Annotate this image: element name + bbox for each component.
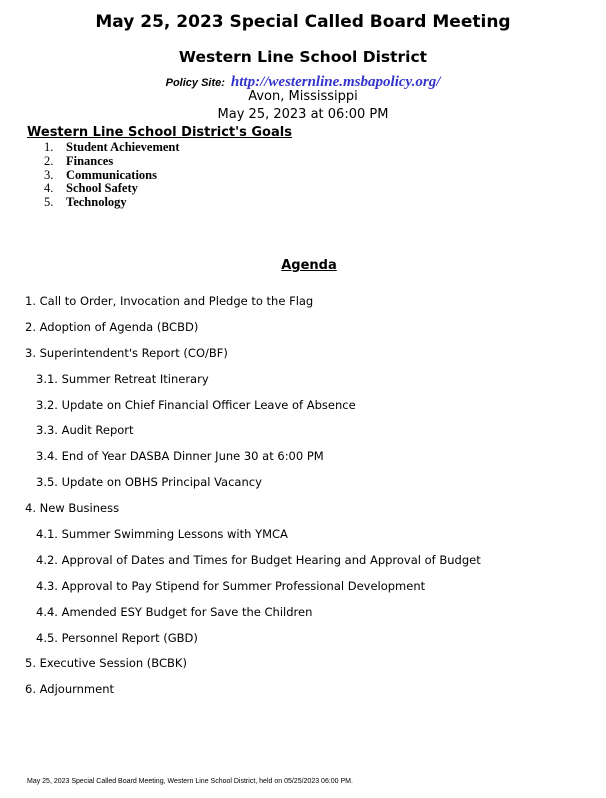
goal-number: 5. <box>44 195 54 210</box>
meeting-datetime: May 25, 2023 at 06:00 PM <box>217 107 389 122</box>
goals-heading: Western Line School District's Goals <box>27 125 292 140</box>
page-title: May 25, 2023 Special Called Board Meeting <box>95 12 511 32</box>
policy-site <box>0 71 606 91</box>
agenda-subitem: 4.4. Amended ESY Budget for Save the Children <box>36 604 313 619</box>
agenda-subitem: 3.1. Summer Retreat Itinerary <box>36 371 209 386</box>
agenda-subitem: 4.1. Summer Swimming Lessons with YMCA <box>36 527 288 542</box>
agenda-subitem: 3.5. Update on OBHS Principal Vacancy <box>36 475 262 490</box>
agenda-item: 4. New Business <box>25 501 120 516</box>
policy-site-label: Policy Site: <box>165 77 225 89</box>
agenda-heading: Agenda <box>281 258 337 273</box>
page-footer: May 25, 2023 Special Called Board Meeting, Western Line School District, held on 05/25/2023 06:00 PM. <box>27 778 353 785</box>
agenda-item: 6. Adjournment <box>25 682 115 697</box>
agenda-subitem: 4.3. Approval to Pay Stipend for Summer Professional Development <box>36 578 426 593</box>
goal-text: Finances <box>66 153 114 168</box>
goal-text: Communications <box>66 167 157 182</box>
agenda-item: 3. Superintendent's Report (CO/BF) <box>25 345 228 360</box>
agenda-item: 1. Call to Order, Invocation and Pledge to the Flag <box>25 294 314 308</box>
district-name: Western Line School District <box>178 48 428 66</box>
agenda-subitem: 3.3. Audit Report <box>36 423 134 438</box>
goal-number: 3. <box>44 167 54 182</box>
goal-text: Technology <box>66 195 127 210</box>
agenda-item: 2. Adoption of Agenda (BCBD) <box>25 319 199 334</box>
goal-number: 1. <box>44 140 54 154</box>
goal-item <box>44 169 180 183</box>
policy-site-link[interactable]: http://westernline.msbapolicy.org/ <box>230 74 441 90</box>
goal-number: 4. <box>44 181 54 196</box>
goal-item <box>44 141 180 155</box>
agenda-subitem: 4.5. Personnel Report (GBD) <box>36 630 198 645</box>
goal-text: School Safety <box>66 181 138 196</box>
agenda-list <box>0 291 481 705</box>
goal-item <box>44 196 180 210</box>
agenda-subitem: 3.2. Update on Chief Financial Officer Leave of Absence <box>36 397 356 412</box>
goal-number: 2. <box>44 153 54 168</box>
agenda-subitem: 3.4. End of Year DASBA Dinner June 30 at 6:00 PM <box>36 449 324 464</box>
goal-text: Student Achievement <box>66 140 180 154</box>
goal-item <box>44 182 180 196</box>
goals-list <box>44 141 180 210</box>
agenda-subitem: 4.2. Approval of Dates and Times for Budget Hearing and Approval of Budget <box>36 552 481 567</box>
goal-item <box>44 155 180 169</box>
meeting-location: Avon, Mississippi <box>248 89 358 104</box>
agenda-item: 5. Executive Session (BCBK) <box>25 656 187 671</box>
